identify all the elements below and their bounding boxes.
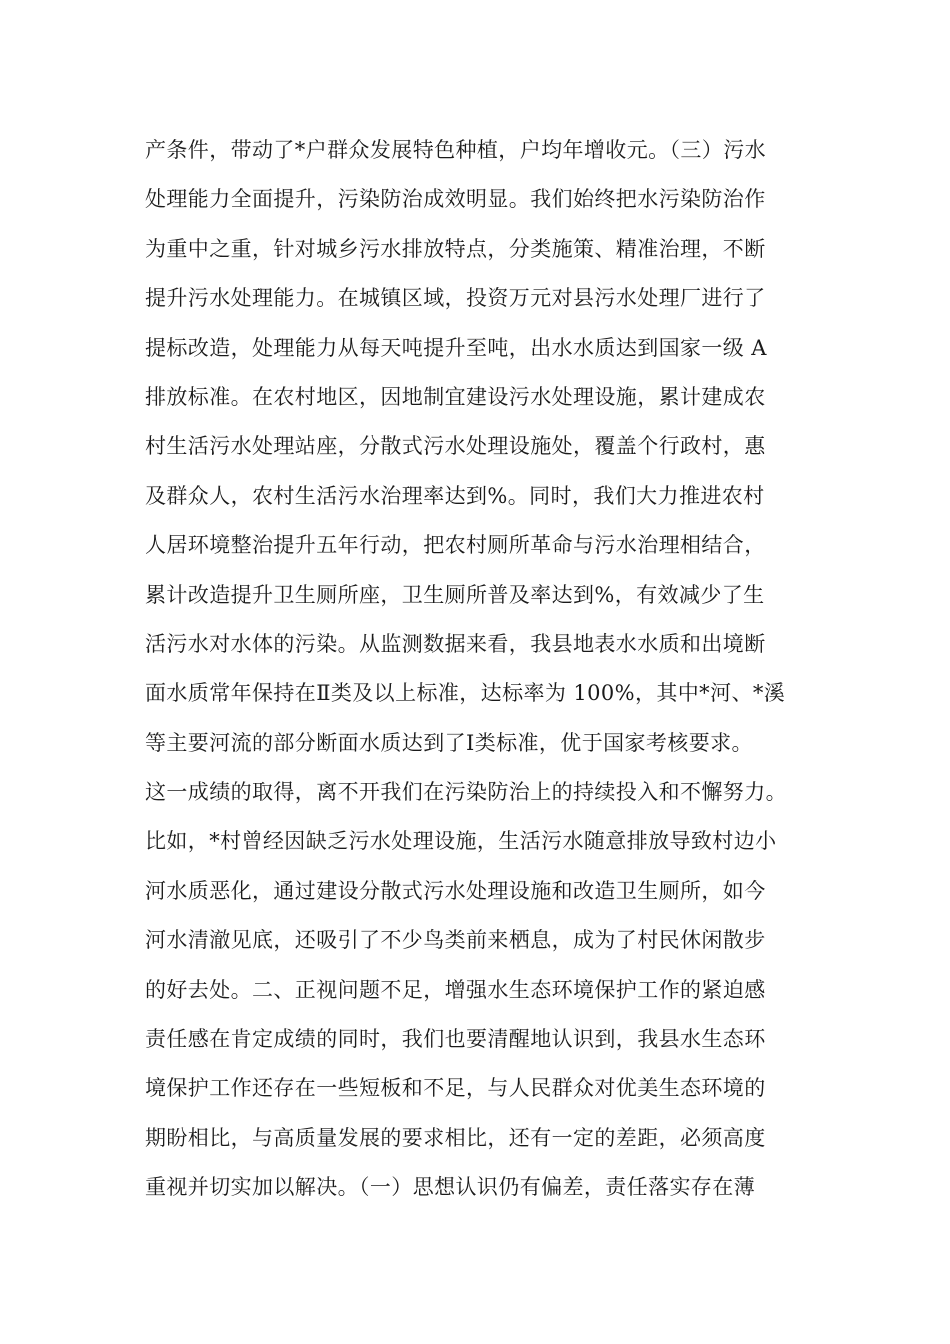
text-line: 提升污水处理能力。在城镇区域，投资万元对县污水处理厂进行了 xyxy=(145,286,766,311)
text-line: 河水质恶化，通过建设分散式污水处理设施和改造卫生厕所，如今 xyxy=(145,878,766,903)
text-line: 累计改造提升卫生厕所座，卫生厕所普及率达到%，有效减少了生 xyxy=(145,582,765,607)
text-line: 等主要河流的部分断面水质达到了Ⅰ类标准，优于国家考核要求。 xyxy=(145,730,753,755)
text-line: 产条件，带动了*户群众发展特色种植，户均年增收元。（三）污水 xyxy=(145,138,766,162)
text-line: 重视并切实加以解决。（一）思想认识仍有偏差，责任落实存在薄 xyxy=(145,1175,756,1200)
text-line: 责任感在肯定成绩的同时，我们也要清醒地认识到，我县水生态环 xyxy=(145,1027,766,1052)
text-line: 比如，*村曾经因缺乏污水处理设施，生活污水随意排放导致村边小 xyxy=(145,829,777,854)
text-line: 期盼相比，与高质量发展的要求相比，还有一定的差距，必须高度 xyxy=(145,1125,766,1150)
text-line: 面水质常年保持在Ⅱ类及以上标准，达标率为 100%，其中*河、*溪 xyxy=(145,681,786,706)
text-line: 的好去处。二、正视问题不足，增强水生态环境保护工作的紧迫感 xyxy=(145,977,766,1002)
text-line: 人居环境整治提升五年行动，把农村厕所革命与污水治理相结合， xyxy=(145,533,766,558)
text-line: 处理能力全面提升，污染防治成效明显。我们始终把水污染防治作 xyxy=(145,187,766,212)
text-line: 活污水对水体的污染。从监测数据来看，我县地表水水质和出境断 xyxy=(145,631,766,656)
text-line: 为重中之重，针对城乡污水排放特点，分类施策、精准治理，不断 xyxy=(145,236,766,261)
text-line: 及群众人，农村生活污水治理率达到%。同时，我们大力推进农村 xyxy=(145,483,765,508)
text-line: 村生活污水处理站座，分散式污水处理设施处，覆盖个行政村，惠 xyxy=(145,434,766,459)
body-text xyxy=(145,126,845,1213)
text-line: 这一成绩的取得，离不开我们在污染防治上的持续投入和不懈努力。 xyxy=(145,780,787,805)
text-line: 提标改造，处理能力从每天吨提升至吨，出水水质达到国家一级 A xyxy=(145,335,767,360)
text-line: 河水清澈见底，还吸引了不少鸟类前来栖息，成为了村民休闲散步 xyxy=(145,928,766,953)
text-line: 排放标准。在农村地区，因地制宜建设污水处理设施，累计建成农 xyxy=(145,384,766,409)
text-line: 境保护工作还存在一些短板和不足，与人民群众对优美生态环境的 xyxy=(145,1076,766,1101)
